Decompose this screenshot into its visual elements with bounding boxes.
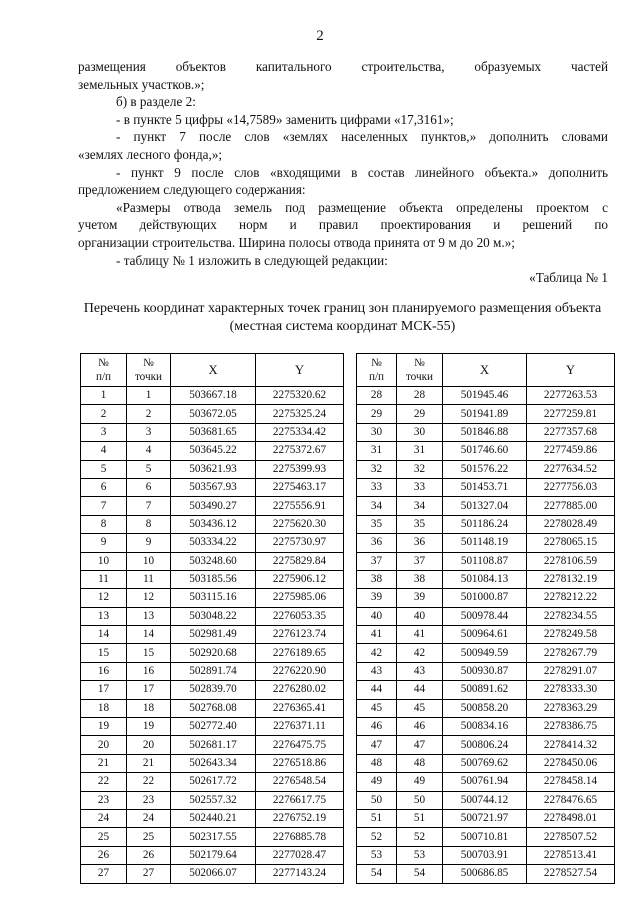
point-number-cell: 16 xyxy=(127,662,171,680)
point-number-cell: 11 xyxy=(127,570,171,588)
row-number-cell: 20 xyxy=(81,736,127,754)
y-coordinate-cell: 2278386.75 xyxy=(527,718,615,736)
x-coordinate-cell: 501941.89 xyxy=(443,405,527,423)
y-coordinate-cell: 2277634.52 xyxy=(527,460,615,478)
point-number-cell: 42 xyxy=(397,644,443,662)
point-number-cell: 31 xyxy=(397,442,443,460)
table-row xyxy=(357,405,615,423)
x-coordinate-cell: 502891.74 xyxy=(171,662,256,680)
point-number-cell: 8 xyxy=(127,515,171,533)
table-row xyxy=(357,644,615,662)
row-number-cell: 41 xyxy=(357,626,397,644)
table-row xyxy=(357,515,615,533)
y-coordinate-cell: 2275985.06 xyxy=(256,589,344,607)
table-row xyxy=(81,846,344,864)
y-coordinate-cell: 2278476.65 xyxy=(527,791,615,809)
point-number-cell: 49 xyxy=(397,773,443,791)
row-number-cell: 30 xyxy=(357,423,397,441)
row-number-cell: 45 xyxy=(357,699,397,717)
point-number-cell: 54 xyxy=(397,865,443,883)
row-number-cell: 15 xyxy=(81,644,127,662)
point-number-cell: 37 xyxy=(397,552,443,570)
row-number-cell: 31 xyxy=(357,442,397,460)
x-coordinate-cell: 503667.18 xyxy=(171,387,256,405)
x-coordinate-cell: 500703.91 xyxy=(443,846,527,864)
table-row xyxy=(357,423,615,441)
row-number-cell: 48 xyxy=(357,754,397,772)
y-coordinate-cell: 2277143.24 xyxy=(256,865,344,883)
row-number-cell: 53 xyxy=(357,846,397,864)
table-row xyxy=(81,754,344,772)
quote-line: организации строительства. Ширина полосы отвода принята от 9 м до 20 м.»; xyxy=(78,234,515,250)
row-number-cell: 7 xyxy=(81,497,127,515)
y-coordinate-cell: 2278065.15 xyxy=(527,534,615,552)
y-coordinate-cell: 2278028.49 xyxy=(527,515,615,533)
table-row xyxy=(357,865,615,883)
y-coordinate-cell: 2276053.35 xyxy=(256,607,344,625)
row-number-cell: 13 xyxy=(81,607,127,625)
y-coordinate-cell: 2277459.86 xyxy=(527,442,615,460)
row-number-cell: 34 xyxy=(357,497,397,515)
point-number-cell: 13 xyxy=(127,607,171,625)
quote-line: «Размеры отвода земель под размещение объекта определены проектом с xyxy=(116,199,608,215)
y-coordinate-cell: 2278458.14 xyxy=(527,773,615,791)
table-row xyxy=(357,736,615,754)
row-number-cell: 42 xyxy=(357,644,397,662)
row-number-cell: 12 xyxy=(81,589,127,607)
paragraph-line: предложением следующего содержания: xyxy=(78,182,306,198)
x-coordinate-cell: 502179.64 xyxy=(171,846,256,864)
paragraph-line: б) в разделе 2: xyxy=(116,94,196,110)
point-number-cell: 40 xyxy=(397,607,443,625)
table-row xyxy=(81,515,344,533)
y-coordinate-cell: 2276885.78 xyxy=(256,828,344,846)
x-coordinate-cell: 501846.88 xyxy=(443,423,527,441)
coordinates-table-left xyxy=(80,353,344,884)
y-coordinate-cell: 2276220.90 xyxy=(256,662,344,680)
row-number-cell: 27 xyxy=(81,865,127,883)
table-row xyxy=(357,570,615,588)
table-row xyxy=(81,405,344,423)
table-row xyxy=(81,442,344,460)
header-point-number: № точки xyxy=(397,354,443,387)
table-row xyxy=(357,460,615,478)
quote-line: учетом действующих норм и правил проектирования и решений по xyxy=(78,217,608,233)
y-coordinate-cell: 2276371.11 xyxy=(256,718,344,736)
y-coordinate-cell: 2277263.53 xyxy=(527,387,615,405)
y-coordinate-cell: 2278333.30 xyxy=(527,681,615,699)
x-coordinate-cell: 503645.22 xyxy=(171,442,256,460)
point-number-cell: 14 xyxy=(127,626,171,644)
y-coordinate-cell: 2276475.75 xyxy=(256,736,344,754)
row-number-cell: 33 xyxy=(357,478,397,496)
y-coordinate-cell: 2276548.54 xyxy=(256,773,344,791)
y-coordinate-cell: 2277259.81 xyxy=(527,405,615,423)
point-number-cell: 53 xyxy=(397,846,443,864)
row-number-cell: 23 xyxy=(81,791,127,809)
x-coordinate-cell: 500930.87 xyxy=(443,662,527,680)
point-number-cell: 52 xyxy=(397,828,443,846)
document-body xyxy=(78,58,608,287)
point-number-cell: 44 xyxy=(397,681,443,699)
row-number-cell: 11 xyxy=(81,570,127,588)
point-number-cell: 28 xyxy=(397,387,443,405)
y-coordinate-cell: 2278234.55 xyxy=(527,607,615,625)
point-number-cell: 48 xyxy=(397,754,443,772)
table-row xyxy=(81,644,344,662)
point-number-cell: 39 xyxy=(397,589,443,607)
table-row xyxy=(357,442,615,460)
x-coordinate-cell: 501576.22 xyxy=(443,460,527,478)
x-coordinate-cell: 502772.40 xyxy=(171,718,256,736)
row-number-cell: 50 xyxy=(357,791,397,809)
table-row xyxy=(81,460,344,478)
x-coordinate-cell: 502681.17 xyxy=(171,736,256,754)
header-x: X xyxy=(443,354,527,387)
y-coordinate-cell: 2278212.22 xyxy=(527,589,615,607)
page-number: 2 xyxy=(316,28,324,44)
x-coordinate-cell: 502440.21 xyxy=(171,809,256,827)
table-row xyxy=(81,423,344,441)
x-coordinate-cell: 502643.34 xyxy=(171,754,256,772)
table-row xyxy=(357,662,615,680)
x-coordinate-cell: 500769.62 xyxy=(443,754,527,772)
x-coordinate-cell: 501108.87 xyxy=(443,552,527,570)
paragraph-line: - пункт 7 после слов «землях населенных пунктов,» дополнить словами xyxy=(116,129,608,145)
point-number-cell: 50 xyxy=(397,791,443,809)
point-number-cell: 35 xyxy=(397,515,443,533)
x-coordinate-cell: 502066.07 xyxy=(171,865,256,883)
row-number-cell: 39 xyxy=(357,589,397,607)
paragraph-line: - в пункте 5 цифры «14,7589» заменить цифрами «17,3161»; xyxy=(116,111,454,127)
point-number-cell: 15 xyxy=(127,644,171,662)
point-number-cell: 43 xyxy=(397,662,443,680)
coordinates-table-right xyxy=(356,353,615,884)
x-coordinate-cell: 501084.13 xyxy=(443,570,527,588)
row-number-cell: 35 xyxy=(357,515,397,533)
y-coordinate-cell: 2278363.29 xyxy=(527,699,615,717)
row-number-cell: 9 xyxy=(81,534,127,552)
table-row xyxy=(357,718,615,736)
table-row xyxy=(81,534,344,552)
row-number-cell: 8 xyxy=(81,515,127,533)
y-coordinate-cell: 2277357.68 xyxy=(527,423,615,441)
y-coordinate-cell: 2276752.19 xyxy=(256,809,344,827)
y-coordinate-cell: 2276365.41 xyxy=(256,699,344,717)
point-number-cell: 9 xyxy=(127,534,171,552)
row-number-cell: 36 xyxy=(357,534,397,552)
point-number-cell: 10 xyxy=(127,552,171,570)
table-row xyxy=(81,699,344,717)
row-number-cell: 49 xyxy=(357,773,397,791)
y-coordinate-cell: 2275463.17 xyxy=(256,478,344,496)
x-coordinate-cell: 500891.62 xyxy=(443,681,527,699)
table-row xyxy=(357,607,615,625)
point-number-cell: 38 xyxy=(397,570,443,588)
table-row xyxy=(81,809,344,827)
paragraph-line: «землях лесного фонда,»; xyxy=(78,146,223,162)
x-coordinate-cell: 503185.56 xyxy=(171,570,256,588)
point-number-cell: 30 xyxy=(397,423,443,441)
header-y: Y xyxy=(256,354,344,387)
point-number-cell: 34 xyxy=(397,497,443,515)
table-row xyxy=(81,589,344,607)
x-coordinate-cell: 501453.71 xyxy=(443,478,527,496)
point-number-cell: 7 xyxy=(127,497,171,515)
row-number-cell: 14 xyxy=(81,626,127,644)
row-number-cell: 5 xyxy=(81,460,127,478)
paragraph-line: размещения объектов капитального строительства, образуемых частей xyxy=(78,59,608,74)
y-coordinate-cell: 2278414.32 xyxy=(527,736,615,754)
x-coordinate-cell: 503490.27 xyxy=(171,497,256,515)
x-coordinate-cell: 500964.61 xyxy=(443,626,527,644)
x-coordinate-cell: 500744.12 xyxy=(443,791,527,809)
row-number-cell: 54 xyxy=(357,865,397,883)
table-row xyxy=(81,865,344,883)
y-coordinate-cell: 2275906.12 xyxy=(256,570,344,588)
point-number-cell: 36 xyxy=(397,534,443,552)
x-coordinate-cell: 500761.94 xyxy=(443,773,527,791)
table-row xyxy=(357,681,615,699)
row-number-cell: 4 xyxy=(81,442,127,460)
x-coordinate-cell: 501000.87 xyxy=(443,589,527,607)
table-row xyxy=(357,589,615,607)
y-coordinate-cell: 2275325.24 xyxy=(256,405,344,423)
x-coordinate-cell: 503115.16 xyxy=(171,589,256,607)
x-coordinate-cell: 503672.05 xyxy=(171,405,256,423)
table-row xyxy=(81,791,344,809)
point-number-cell: 2 xyxy=(127,405,171,423)
x-coordinate-cell: 502557.32 xyxy=(171,791,256,809)
header-y: Y xyxy=(527,354,615,387)
y-coordinate-cell: 2276189.65 xyxy=(256,644,344,662)
x-coordinate-cell: 503621.93 xyxy=(171,460,256,478)
point-number-cell: 22 xyxy=(127,773,171,791)
x-coordinate-cell: 500858.20 xyxy=(443,699,527,717)
y-coordinate-cell: 2275556.91 xyxy=(256,497,344,515)
table-row xyxy=(81,387,344,405)
y-coordinate-cell: 2278513.41 xyxy=(527,846,615,864)
row-number-cell: 43 xyxy=(357,662,397,680)
row-number-cell: 25 xyxy=(81,828,127,846)
point-number-cell: 45 xyxy=(397,699,443,717)
x-coordinate-cell: 503567.93 xyxy=(171,478,256,496)
y-coordinate-cell: 2276123.74 xyxy=(256,626,344,644)
table-row xyxy=(81,497,344,515)
y-coordinate-cell: 2277028.47 xyxy=(256,846,344,864)
x-coordinate-cell: 501148.19 xyxy=(443,534,527,552)
y-coordinate-cell: 2275620.30 xyxy=(256,515,344,533)
table-row xyxy=(357,478,615,496)
table-row xyxy=(357,552,615,570)
point-number-cell: 29 xyxy=(397,405,443,423)
table-row xyxy=(81,662,344,680)
x-coordinate-cell: 500710.81 xyxy=(443,828,527,846)
table-row xyxy=(357,626,615,644)
x-coordinate-cell: 502317.55 xyxy=(171,828,256,846)
table-row xyxy=(357,846,615,864)
table-row xyxy=(357,773,615,791)
x-coordinate-cell: 501945.46 xyxy=(443,387,527,405)
y-coordinate-cell: 2275320.62 xyxy=(256,387,344,405)
y-coordinate-cell: 2278291.07 xyxy=(527,662,615,680)
table-row xyxy=(357,754,615,772)
y-coordinate-cell: 2275372.67 xyxy=(256,442,344,460)
x-coordinate-cell: 502839.70 xyxy=(171,681,256,699)
point-number-cell: 26 xyxy=(127,846,171,864)
table-header-row xyxy=(81,354,344,387)
paragraph-line: земельных участков.»; xyxy=(78,76,205,92)
row-number-cell: 51 xyxy=(357,809,397,827)
row-number-cell: 47 xyxy=(357,736,397,754)
y-coordinate-cell: 2276518.86 xyxy=(256,754,344,772)
row-number-cell: 17 xyxy=(81,681,127,699)
point-number-cell: 6 xyxy=(127,478,171,496)
table-title: Перечень координат характерных точек границ зон планируемого размещения объекта (местная система координат МСК-55) xyxy=(83,301,602,334)
row-number-cell: 18 xyxy=(81,699,127,717)
row-number-cell: 2 xyxy=(81,405,127,423)
point-number-cell: 17 xyxy=(127,681,171,699)
table-row xyxy=(357,387,615,405)
row-number-cell: 29 xyxy=(357,405,397,423)
x-coordinate-cell: 502920.68 xyxy=(171,644,256,662)
header-row-number: № п/п xyxy=(357,354,397,387)
row-number-cell: 40 xyxy=(357,607,397,625)
point-number-cell: 24 xyxy=(127,809,171,827)
point-number-cell: 3 xyxy=(127,423,171,441)
point-number-cell: 32 xyxy=(397,460,443,478)
y-coordinate-cell: 2278507.52 xyxy=(527,828,615,846)
row-number-cell: 22 xyxy=(81,773,127,791)
point-number-cell: 18 xyxy=(127,699,171,717)
table-row xyxy=(81,626,344,644)
x-coordinate-cell: 502981.49 xyxy=(171,626,256,644)
row-number-cell: 16 xyxy=(81,662,127,680)
y-coordinate-cell: 2275829.84 xyxy=(256,552,344,570)
table-row xyxy=(357,534,615,552)
x-coordinate-cell: 503048.22 xyxy=(171,607,256,625)
header-point-number: № точки xyxy=(127,354,171,387)
x-coordinate-cell: 502617.72 xyxy=(171,773,256,791)
table-row xyxy=(357,809,615,827)
row-number-cell: 37 xyxy=(357,552,397,570)
y-coordinate-cell: 2275334.42 xyxy=(256,423,344,441)
row-number-cell: 28 xyxy=(357,387,397,405)
y-coordinate-cell: 2278267.79 xyxy=(527,644,615,662)
paragraph-line: - таблицу № 1 изложить в следующей редакции: xyxy=(116,252,388,268)
table-row xyxy=(81,828,344,846)
y-coordinate-cell: 2277756.03 xyxy=(527,478,615,496)
x-coordinate-cell: 500949.59 xyxy=(443,644,527,662)
y-coordinate-cell: 2278498.01 xyxy=(527,809,615,827)
y-coordinate-cell: 2275399.93 xyxy=(256,460,344,478)
point-number-cell: 21 xyxy=(127,754,171,772)
row-number-cell: 21 xyxy=(81,754,127,772)
x-coordinate-cell: 500721.97 xyxy=(443,809,527,827)
row-number-cell: 38 xyxy=(357,570,397,588)
point-number-cell: 51 xyxy=(397,809,443,827)
y-coordinate-cell: 2278450.06 xyxy=(527,754,615,772)
point-number-cell: 4 xyxy=(127,442,171,460)
row-number-cell: 52 xyxy=(357,828,397,846)
x-coordinate-cell: 503334.22 xyxy=(171,534,256,552)
row-number-cell: 24 xyxy=(81,809,127,827)
point-number-cell: 41 xyxy=(397,626,443,644)
x-coordinate-cell: 500978.44 xyxy=(443,607,527,625)
x-coordinate-cell: 500686.85 xyxy=(443,865,527,883)
table-row xyxy=(357,828,615,846)
row-number-cell: 3 xyxy=(81,423,127,441)
table-header-row xyxy=(357,354,615,387)
x-coordinate-cell: 500834.16 xyxy=(443,718,527,736)
row-number-cell: 19 xyxy=(81,718,127,736)
table-row xyxy=(81,607,344,625)
point-number-cell: 47 xyxy=(397,736,443,754)
point-number-cell: 12 xyxy=(127,589,171,607)
table-row xyxy=(81,681,344,699)
y-coordinate-cell: 2278249.58 xyxy=(527,626,615,644)
row-number-cell: 6 xyxy=(81,478,127,496)
x-coordinate-cell: 501327.04 xyxy=(443,497,527,515)
y-coordinate-cell: 2275730.97 xyxy=(256,534,344,552)
point-number-cell: 19 xyxy=(127,718,171,736)
y-coordinate-cell: 2278106.59 xyxy=(527,552,615,570)
point-number-cell: 25 xyxy=(127,828,171,846)
row-number-cell: 46 xyxy=(357,718,397,736)
point-number-cell: 46 xyxy=(397,718,443,736)
x-coordinate-cell: 501746.60 xyxy=(443,442,527,460)
row-number-cell: 44 xyxy=(357,681,397,699)
point-number-cell: 23 xyxy=(127,791,171,809)
point-number-cell: 1 xyxy=(127,387,171,405)
table-row xyxy=(81,718,344,736)
row-number-cell: 1 xyxy=(81,387,127,405)
x-coordinate-cell: 503681.65 xyxy=(171,423,256,441)
y-coordinate-cell: 2276617.75 xyxy=(256,791,344,809)
row-number-cell: 32 xyxy=(357,460,397,478)
table-row xyxy=(81,570,344,588)
table-row xyxy=(357,699,615,717)
table-row xyxy=(81,478,344,496)
table-label: «Таблица № 1 xyxy=(529,270,608,286)
row-number-cell: 10 xyxy=(81,552,127,570)
row-number-cell: 26 xyxy=(81,846,127,864)
header-x: X xyxy=(171,354,256,387)
y-coordinate-cell: 2278527.54 xyxy=(527,865,615,883)
x-coordinate-cell: 503248.60 xyxy=(171,552,256,570)
table-row xyxy=(81,736,344,754)
header-row-number: № п/п xyxy=(81,354,127,387)
x-coordinate-cell: 500806.24 xyxy=(443,736,527,754)
table-row xyxy=(81,773,344,791)
point-number-cell: 5 xyxy=(127,460,171,478)
table-row xyxy=(357,497,615,515)
y-coordinate-cell: 2278132.19 xyxy=(527,570,615,588)
x-coordinate-cell: 503436.12 xyxy=(171,515,256,533)
paragraph-line: - пункт 9 после слов «входящими в состав линейного объекта.» дополнить xyxy=(116,164,608,180)
y-coordinate-cell: 2277885.00 xyxy=(527,497,615,515)
x-coordinate-cell: 501186.24 xyxy=(443,515,527,533)
point-number-cell: 20 xyxy=(127,736,171,754)
y-coordinate-cell: 2276280.02 xyxy=(256,681,344,699)
point-number-cell: 33 xyxy=(397,478,443,496)
x-coordinate-cell: 502768.08 xyxy=(171,699,256,717)
table-row xyxy=(357,791,615,809)
table-row xyxy=(81,552,344,570)
point-number-cell: 27 xyxy=(127,865,171,883)
